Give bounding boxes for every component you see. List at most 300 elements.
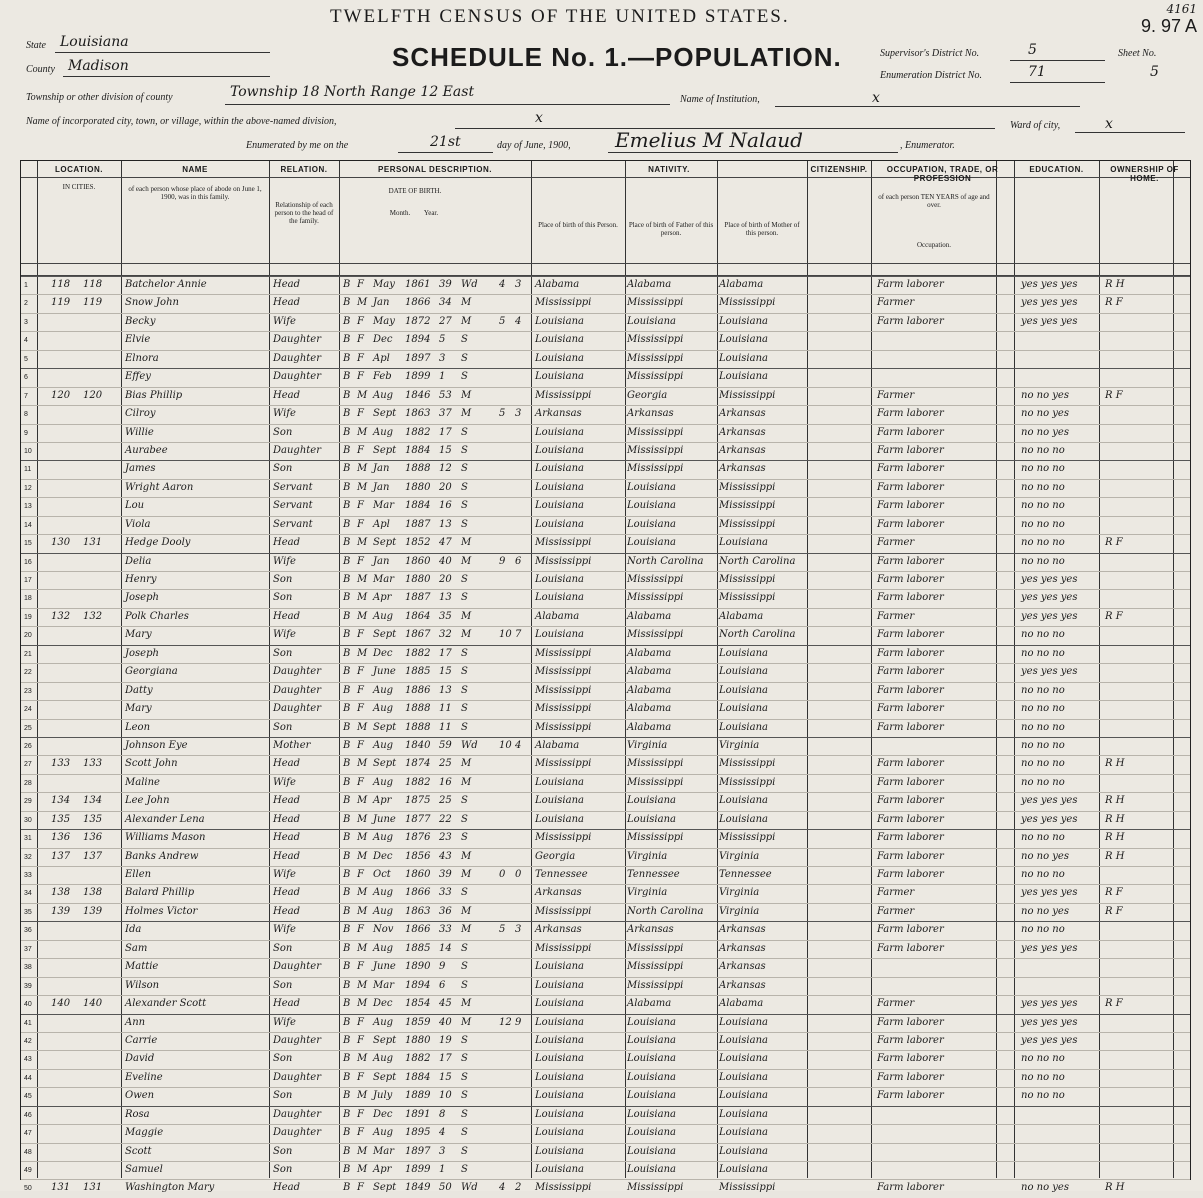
cell-bp: Mississippi — [535, 721, 592, 733]
cell-ed: no no no — [1021, 647, 1065, 659]
cell-mo: Jan — [373, 555, 390, 567]
cell-mo: Sept — [373, 721, 397, 733]
cell-occ: Farmer — [877, 537, 915, 549]
cell-age: 20 — [439, 574, 452, 585]
cell-rel: Daughter — [273, 1071, 321, 1083]
cell-age: 22 — [439, 813, 452, 825]
cell-ed: no no no — [1021, 832, 1065, 844]
cell-mo: Apl — [373, 352, 390, 364]
row-number: 10 — [24, 447, 32, 455]
cell-ed: no no no — [1021, 869, 1065, 880]
cell-occ: Farm laborer — [877, 500, 944, 512]
cell-bm: Louisiana — [719, 1090, 768, 1102]
cell-dw: 137 — [51, 850, 71, 862]
cell-bf: Tennessee — [627, 869, 680, 880]
cell-yr: 1882 — [405, 776, 431, 788]
cell-bf: Mississippi — [627, 426, 684, 438]
cell-color: B — [343, 481, 351, 493]
cell-yr: 1894 — [405, 334, 431, 346]
cell-bf: Mississippi — [627, 1182, 684, 1194]
cell-bm: North Carolina — [719, 555, 796, 567]
cell-ed: no no no — [1021, 721, 1065, 733]
cell-ch: 12 — [499, 1016, 512, 1028]
table-row — [21, 977, 1190, 995]
cell-bf: Louisiana — [627, 813, 676, 825]
cell-ed: yes yes yes — [1021, 666, 1078, 678]
cell-bf: Mississippi — [627, 979, 684, 991]
cell-ms: S — [461, 832, 468, 844]
cell-bm: Arkansas — [719, 444, 766, 456]
institution-label: Name of Institution, — [680, 94, 760, 105]
cell-sex: F — [357, 739, 364, 751]
cell-sex: F — [357, 1108, 364, 1120]
cell-bp: Louisiana — [535, 813, 584, 825]
table-row — [21, 368, 1190, 386]
cell-bf: Mississippi — [627, 463, 684, 475]
row-number: 14 — [24, 521, 32, 529]
row-number: 18 — [24, 595, 32, 603]
cell-ms: S — [461, 703, 468, 715]
row-number: 8 — [24, 411, 28, 419]
cell-ms: Wd — [461, 279, 478, 290]
table-row — [21, 995, 1190, 1013]
cell-sex: M — [357, 463, 368, 475]
cell-age: 11 — [439, 703, 452, 715]
cell-occ: Farm laborer — [877, 647, 944, 659]
cell-bp: Arkansas — [535, 408, 582, 420]
cell-ms: S — [461, 1127, 468, 1139]
row-number: 11 — [24, 466, 32, 474]
cell-bm: Louisiana — [719, 684, 768, 696]
cell-sex: M — [357, 721, 368, 733]
cell-name: Lee John — [125, 795, 170, 807]
cell-bp: Louisiana — [535, 352, 584, 364]
table-row — [21, 350, 1190, 368]
cell-fam: 135 — [83, 813, 103, 825]
cell-bp: Mississippi — [535, 758, 592, 770]
ward-line — [1075, 132, 1185, 133]
cell-ms: S — [461, 371, 468, 383]
table-row — [21, 626, 1190, 644]
cell-bf: Louisiana — [627, 1108, 676, 1120]
cell-rel: Wife — [273, 869, 296, 880]
township-label: Township or other division of county — [26, 92, 173, 103]
cell-name: Mattie — [125, 961, 159, 973]
row-number: 27 — [24, 761, 32, 769]
population-table — [20, 160, 1191, 1194]
cell-rel: Head — [273, 610, 301, 622]
cell-bp: Mississippi — [535, 905, 592, 917]
cell-age: 17 — [439, 426, 452, 438]
cell-yr: 1866 — [405, 297, 431, 309]
cell-mo: Sept — [373, 758, 397, 770]
cell-ms: S — [461, 444, 468, 456]
enumerated-label-b: day of June, 1900, — [497, 140, 571, 151]
cell-mo: Mar — [373, 1145, 394, 1157]
header-birth-father: Place of birth of Father of this person. — [628, 221, 714, 237]
cell-ed: no no yes — [1021, 1182, 1069, 1194]
cell-occ: Farm laborer — [877, 1090, 944, 1102]
cell-color: B — [343, 703, 351, 715]
cell-dw: 132 — [51, 610, 71, 622]
cell-occ: Farm laborer — [877, 721, 944, 733]
cell-yr: 1885 — [405, 666, 431, 678]
cell-bm: Louisiana — [719, 1016, 768, 1028]
enumerated-day: 21st — [430, 134, 461, 150]
cell-yr: 1884 — [405, 500, 431, 512]
cell-ed: no no no — [1021, 444, 1065, 456]
cell-name: Scott — [125, 1145, 152, 1157]
cell-rel: Son — [273, 942, 293, 954]
cell-dw: 135 — [51, 813, 71, 825]
cell-bm: Arkansas — [719, 463, 766, 475]
cell-color: B — [343, 813, 351, 825]
cell-liv: 3 — [515, 279, 522, 290]
cell-own: R H — [1105, 758, 1125, 770]
sheet-value: 5 — [1150, 64, 1159, 80]
cell-bm: Mississippi — [719, 389, 776, 401]
cell-ms: M — [461, 408, 472, 420]
cell-bm: Arkansas — [719, 942, 766, 954]
cell-ms: S — [461, 1164, 468, 1175]
cell-color: B — [343, 905, 351, 917]
cell-age: 1 — [439, 371, 446, 383]
row-number: 45 — [24, 1093, 32, 1101]
cell-age: 16 — [439, 776, 452, 788]
cell-yr: 1889 — [405, 1090, 431, 1102]
cell-rel: Daughter — [273, 444, 321, 456]
group-education: EDUCATION. — [1029, 165, 1084, 174]
cell-name: Maggie — [125, 1127, 164, 1139]
cell-color: B — [343, 924, 351, 936]
table-row — [21, 460, 1190, 478]
cell-ed: yes yes yes — [1021, 279, 1078, 290]
table-row — [21, 1069, 1190, 1087]
cell-name: Willie — [125, 426, 154, 438]
cell-bm: Tennessee — [719, 869, 772, 880]
cell-ed: no no no — [1021, 684, 1065, 696]
cell-ms: M — [461, 869, 472, 880]
cell-own: R H — [1105, 832, 1125, 844]
cell-color: B — [343, 887, 351, 899]
row-number: 7 — [24, 392, 28, 400]
row-number: 47 — [24, 1130, 32, 1138]
cell-age: 53 — [439, 389, 452, 401]
cell-name: Banks Andrew — [125, 850, 199, 862]
enumeration-value: 71 — [1028, 64, 1046, 80]
cell-bf: Arkansas — [627, 408, 674, 420]
row-number: 34 — [24, 890, 32, 898]
cell-mo: Aug — [373, 684, 394, 696]
cell-sex: F — [357, 666, 364, 678]
cell-rel: Son — [273, 721, 293, 733]
cell-sex: F — [357, 1071, 364, 1083]
cell-name: Wright Aaron — [125, 481, 194, 493]
row-number: 39 — [24, 982, 32, 990]
cell-dw: 120 — [51, 389, 71, 401]
cell-occ: Farm laborer — [877, 869, 944, 880]
header-name-desc: of each person whose place of abode on June 1, 1900, was in this family. — [128, 185, 262, 201]
cell-sex: M — [357, 647, 368, 659]
cell-bf: Louisiana — [627, 795, 676, 807]
cell-occ: Farm laborer — [877, 1182, 944, 1194]
table-row — [21, 479, 1190, 497]
cell-ch: 10 — [499, 629, 512, 641]
row-number: 17 — [24, 577, 32, 584]
cell-rel: Head — [273, 297, 301, 309]
cell-bf: Louisiana — [627, 1016, 676, 1028]
cell-occ: Farm laborer — [877, 795, 944, 807]
cell-sex: M — [357, 832, 368, 844]
cell-bm: Louisiana — [719, 703, 768, 715]
cell-bm: Mississippi — [719, 500, 776, 512]
cell-mo: July — [373, 1090, 393, 1102]
cell-bf: Louisiana — [627, 1034, 676, 1046]
cell-bp: Louisiana — [535, 1071, 584, 1083]
enumeration-label: Enumeration District No. — [880, 70, 982, 81]
table-row — [21, 571, 1190, 589]
cell-sex: M — [357, 1090, 368, 1102]
cell-bf: Mississippi — [627, 334, 684, 346]
cell-ms: S — [461, 463, 468, 475]
cell-dw: 118 — [51, 279, 71, 290]
cell-rel: Wife — [273, 924, 296, 936]
cell-bp: Louisiana — [535, 1053, 584, 1065]
cell-bf: Louisiana — [627, 315, 676, 327]
cell-fam: 119 — [83, 297, 103, 309]
cell-ch: 10 — [499, 739, 512, 751]
cell-bp: Arkansas — [535, 887, 582, 899]
cell-bp: Mississippi — [535, 684, 592, 696]
table-row — [21, 829, 1190, 847]
cell-bp: Louisiana — [535, 481, 584, 493]
cell-bp: Mississippi — [535, 297, 592, 309]
cell-occ: Farm laborer — [877, 758, 944, 770]
cell-bf: North Carolina — [627, 905, 704, 917]
cell-mo: Sept — [373, 537, 397, 549]
cell-name: Lou — [125, 500, 145, 512]
cell-bp: Mississippi — [535, 1182, 592, 1194]
cell-mo: Apl — [373, 518, 390, 530]
table-row — [21, 387, 1190, 405]
cell-rel: Son — [273, 979, 293, 991]
cell-bp: Louisiana — [535, 315, 584, 327]
row-number: 29 — [24, 798, 32, 806]
cell-yr: 1863 — [405, 905, 431, 917]
cell-bf: Virginia — [627, 850, 668, 862]
cell-sex: F — [357, 555, 364, 567]
row-number: 26 — [24, 742, 32, 750]
city-value: x — [535, 110, 543, 126]
cell-age: 59 — [439, 739, 452, 751]
cell-rel: Head — [273, 279, 301, 290]
cell-bp: Louisiana — [535, 426, 584, 438]
cell-rel: Son — [273, 1164, 293, 1175]
cell-bf: Mississippi — [627, 776, 684, 788]
cell-sex: M — [357, 758, 368, 770]
cell-bm: Louisiana — [719, 537, 768, 549]
cell-age: 12 — [439, 463, 452, 475]
enumerated-label-c: , Enumerator. — [900, 140, 955, 151]
cell-sex: M — [357, 942, 368, 954]
cell-mo: Dec — [373, 334, 393, 346]
cell-bp: Louisiana — [535, 1016, 584, 1028]
cell-mo: June — [373, 961, 396, 973]
cell-color: B — [343, 869, 351, 880]
cell-name: Datty — [125, 684, 153, 696]
cell-yr: 1894 — [405, 979, 431, 991]
row-number: 15 — [24, 540, 32, 548]
cell-dw: 134 — [51, 795, 71, 807]
cell-bf: Louisiana — [627, 481, 676, 493]
cell-rel: Servant — [273, 481, 313, 493]
cell-sex: F — [357, 352, 364, 364]
cell-ed: no no yes — [1021, 426, 1069, 438]
cell-yr: 1888 — [405, 721, 431, 733]
table-row — [21, 405, 1190, 423]
table-row — [21, 645, 1190, 663]
cell-bm: Arkansas — [719, 426, 766, 438]
cell-sex: M — [357, 610, 368, 622]
cell-age: 15 — [439, 1071, 452, 1083]
city-label: Name of incorporated city, town, or village, within the above-named division, — [26, 116, 337, 127]
cell-sex: F — [357, 1034, 364, 1046]
row-number: 31 — [24, 835, 32, 843]
cell-mo: Mar — [373, 979, 394, 991]
cell-sex: F — [357, 334, 364, 346]
cell-dw: 130 — [51, 537, 71, 549]
cell-color: B — [343, 1145, 351, 1157]
table-row — [21, 1014, 1190, 1032]
cell-name: Elvie — [125, 334, 151, 346]
cell-dw: 133 — [51, 758, 71, 770]
cell-yr: 1884 — [405, 444, 431, 456]
cell-ed: no no no — [1021, 555, 1065, 567]
enumerator-line — [608, 152, 898, 153]
cell-own: R F — [1105, 297, 1123, 309]
cell-bf: Mississippi — [627, 297, 684, 309]
cell-mo: Aug — [373, 703, 394, 715]
cell-yr: 1888 — [405, 463, 431, 475]
cell-yr: 1863 — [405, 408, 431, 420]
cell-ed: no no no — [1021, 1090, 1065, 1102]
cell-name: Alexander Lena — [125, 813, 205, 825]
cell-age: 13 — [439, 592, 452, 604]
cell-name: Hedge Dooly — [125, 537, 191, 549]
cell-mo: Apr — [373, 795, 392, 807]
cell-bm: Louisiana — [719, 1108, 768, 1120]
cell-yr: 1859 — [405, 1016, 431, 1028]
table-row — [21, 276, 1190, 294]
cell-age: 45 — [439, 998, 452, 1010]
cell-ms: M — [461, 924, 472, 936]
row-number: 36 — [24, 927, 32, 935]
cell-occ: Farm laborer — [877, 315, 944, 327]
cell-rel: Wife — [273, 629, 296, 641]
cell-own: R H — [1105, 1182, 1125, 1194]
header-occupation: Occupation. — [916, 241, 951, 249]
cell-name: Scott John — [125, 758, 178, 770]
cell-name: Becky — [125, 315, 156, 327]
row-number: 41 — [24, 1019, 32, 1027]
cell-rel: Son — [273, 463, 293, 475]
cell-color: B — [343, 666, 351, 678]
cell-own: R H — [1105, 850, 1125, 862]
cell-ed: yes yes yes — [1021, 795, 1078, 807]
county-label: County — [26, 64, 55, 75]
cell-occ: Farm laborer — [877, 1053, 944, 1065]
cell-occ: Farm laborer — [877, 1016, 944, 1028]
cell-sex: M — [357, 574, 368, 585]
cell-bf: Alabama — [627, 998, 672, 1010]
cell-yr: 1897 — [405, 352, 431, 364]
cell-ch: 5 — [499, 408, 506, 420]
cell-yr: 1880 — [405, 574, 431, 585]
table-row — [21, 331, 1190, 349]
cell-yr: 1882 — [405, 647, 431, 659]
cell-rel: Son — [273, 1145, 293, 1157]
cell-color: B — [343, 334, 351, 346]
cell-bm: North Carolina — [719, 629, 796, 641]
cell-occ: Farm laborer — [877, 1034, 944, 1046]
cell-bm: Louisiana — [719, 647, 768, 659]
cell-color: B — [343, 1071, 351, 1083]
cell-rel: Daughter — [273, 1127, 321, 1139]
cell-occ: Farm laborer — [877, 776, 944, 788]
cell-mo: June — [373, 666, 396, 678]
cell-sex: F — [357, 703, 364, 715]
cell-name: Ellen — [125, 869, 152, 880]
cell-bf: Alabama — [627, 666, 672, 678]
cell-color: B — [343, 500, 351, 512]
cell-rel: Head — [273, 537, 301, 549]
cell-bm: Virginia — [719, 850, 760, 862]
cell-rel: Son — [273, 1090, 293, 1102]
cell-rel: Daughter — [273, 1034, 321, 1046]
cell-sex: M — [357, 850, 368, 862]
cell-mo: Aug — [373, 887, 394, 899]
cell-yr: 1897 — [405, 1145, 431, 1157]
cell-occ: Farm laborer — [877, 592, 944, 604]
cell-rel: Daughter — [273, 352, 321, 364]
cell-bp: Louisiana — [535, 334, 584, 346]
cell-ch: 4 — [499, 279, 506, 290]
cell-ms: S — [461, 1108, 468, 1120]
group-name: NAME — [182, 165, 208, 174]
cell-own: R H — [1105, 795, 1125, 807]
cell-occ: Farm laborer — [877, 813, 944, 825]
cell-mo: Jan — [373, 463, 390, 475]
cell-yr: 1895 — [405, 1127, 431, 1139]
cell-ms: S — [461, 942, 468, 954]
cell-rel: Servant — [273, 500, 313, 512]
cell-age: 34 — [439, 297, 452, 309]
cell-mo: Aug — [373, 426, 394, 438]
cell-occ: Farm laborer — [877, 481, 944, 493]
cell-dw: 140 — [51, 998, 71, 1010]
cell-yr: 1852 — [405, 537, 431, 549]
cell-age: 16 — [439, 500, 452, 512]
table-row — [21, 424, 1190, 442]
cell-ms: S — [461, 979, 468, 991]
cell-name: Eveline — [125, 1071, 163, 1083]
schedule-title: SCHEDULE No. 1.—POPULATION. — [392, 42, 842, 72]
cell-liv: 2 — [515, 1182, 522, 1194]
table-row — [21, 1161, 1190, 1179]
cell-liv: 3 — [515, 924, 522, 936]
cell-age: 13 — [439, 518, 452, 530]
cell-rel: Head — [273, 887, 301, 899]
